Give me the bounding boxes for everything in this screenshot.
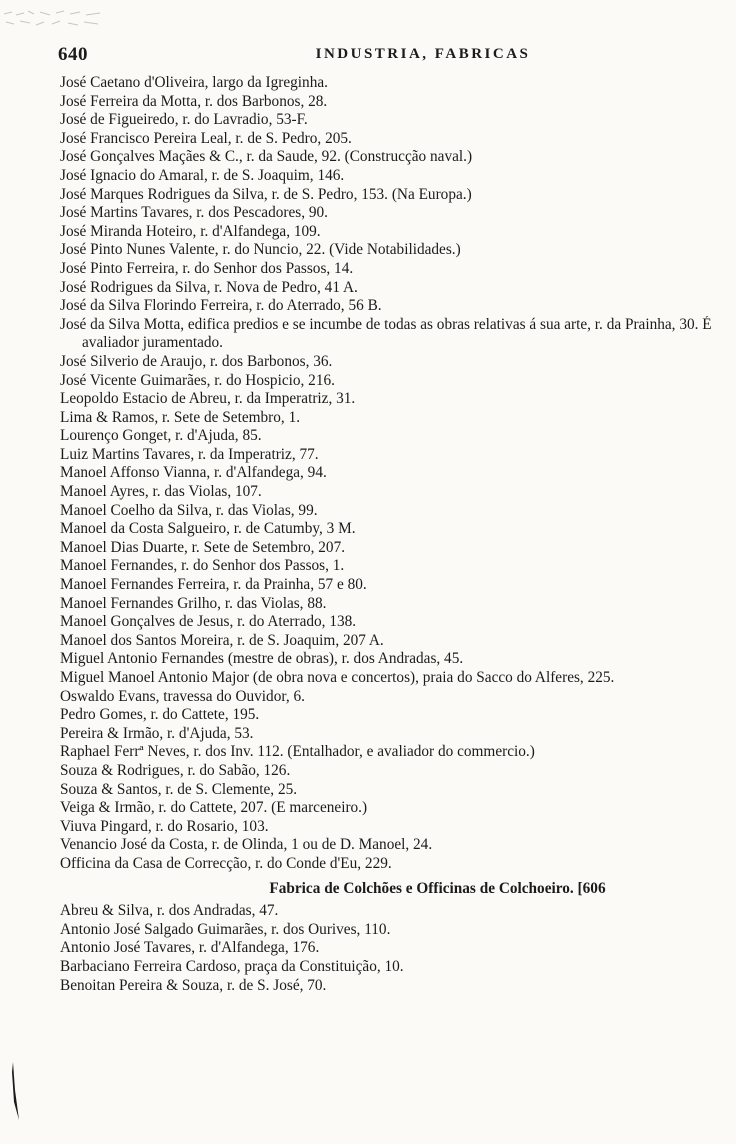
directory-entry: José Martins Tavares, r. dos Pescadores, 90.	[60, 204, 328, 222]
directory-entry: José Pinto Nunes Valente, r. do Nuncio, 22. (Vide Notabilidades.)	[60, 241, 461, 259]
directory-entry: José Francisco Pereira Leal, r. de S. Pedro, 205.	[60, 129, 352, 147]
directory-entry: Manoel Coelho da Silva, r. das Violas, 99.	[60, 501, 318, 519]
directory-entry: Manoel da Costa Salgueiro, r. de Catumby, 3 M.	[60, 520, 356, 538]
directory-entry: José Silverio de Araujo, r. dos Barbonos, 36.	[60, 352, 333, 370]
directory-entry: Manoel Ayres, r. das Violas, 107.	[60, 483, 262, 501]
directory-entry: Leopoldo Estacio de Abreu, r. da Imperatriz, 31.	[60, 390, 356, 408]
directory-entry: José Ignacio do Amaral, r. de S. Joaquim, 146.	[60, 166, 345, 184]
running-title: INDUSTRIA, FABRICAS	[315, 46, 531, 62]
page-header	[58, 44, 718, 70]
directory-entry: José Gonçalves Maçães & C., r. da Saude, 92. (Construcção naval.)	[60, 148, 473, 166]
directory-entry: Manoel Fernandes Grilho, r. das Violas, 88.	[60, 594, 327, 612]
directory-entry: Souza & Rodrigues, r. do Sabão, 126.	[60, 761, 291, 779]
entries-before-section	[60, 74, 725, 874]
directory-entry: Manoel Gonçalves de Jesus, r. do Aterrado, 138.	[60, 613, 357, 631]
directory-entry: Souza & Santos, r. de S. Clemente, 25.	[60, 780, 298, 798]
directory-entry: Luiz Martins Tavares, r. da Imperatriz, 77.	[60, 445, 319, 463]
directory-entry: José Miranda Hoteiro, r. d'Alfandega, 109.	[60, 222, 321, 240]
directory-entry: Barbaciano Ferreira Cardoso, praça da Constituição, 10.	[60, 957, 404, 975]
directory-entry: Antonio José Salgado Guimarães, r. dos Ourives, 110.	[60, 920, 391, 938]
directory-entry: Officina da Casa de Correcção, r. do Conde d'Eu, 229.	[60, 854, 392, 872]
directory-entry: José Caetano d'Oliveira, largo da Igreginha.	[60, 74, 328, 91]
section-heading: Fabrica de Colchões e Officinas de Colchoeiro. [606	[269, 879, 606, 897]
directory-entry: Viuva Pingard, r. do Rosario, 103.	[60, 817, 269, 835]
directory-entry: Pereira & Irmão, r. d'Ajuda, 53.	[60, 724, 254, 742]
page-number: 640	[58, 44, 88, 65]
directory-entry: Manoel Affonso Vianna, r. d'Alfandega, 94.	[60, 464, 327, 482]
directory-entry: Benoitan Pereira & Souza, r. de S. José, 70.	[60, 976, 327, 994]
directory-entry: José de Figueiredo, r. do Lavradio, 53-F.	[60, 111, 308, 129]
directory-entry: Raphael Ferrª Neves, r. dos Inv. 112. (Entalhador, e avaliador do commercio.)	[60, 743, 535, 761]
directory-entry: José Rodrigues da Silva, r. Nova de Pedro, 41 A.	[60, 278, 358, 296]
directory-entry: José Ferreira da Motta, r. dos Barbonos, 28.	[60, 92, 328, 110]
directory-entry: José da Silva Florindo Ferreira, r. do Aterrado, 56 B.	[60, 297, 382, 315]
directory-entry: Manoel Fernandes Ferreira, r. da Prainha, 57 e 80.	[60, 576, 367, 594]
directory-entry: Miguel Antonio Fernandes (mestre de obras), r. dos Andradas, 45.	[60, 650, 464, 668]
directory-entry: Pedro Gomes, r. do Cattete, 195.	[60, 706, 260, 724]
directory-listing	[60, 74, 725, 995]
directory-entry: Lourenço Gonget, r. d'Ajuda, 85.	[60, 427, 262, 445]
directory-entry: Manoel Dias Duarte, r. Sete de Setembro, 207.	[60, 538, 346, 556]
directory-entry: Lima & Ramos, r. Sete de Setembro, 1.	[60, 408, 301, 426]
directory-entry: Venancio José da Costa, r. de Olinda, 1 ou de D. Manoel, 24.	[60, 836, 433, 854]
directory-entry: José Marques Rodrigues da Silva, r. de S. Pedro, 153. (Na Europa.)	[60, 185, 472, 203]
directory-entry: José Pinto Ferreira, r. do Senhor dos Passos, 14.	[60, 259, 354, 277]
directory-entry: Oswaldo Evans, travessa do Ouvidor, 6.	[60, 687, 305, 705]
directory-entry: Manoel Fernandes, r. do Senhor dos Passos, 1.	[60, 557, 345, 575]
directory-entry: Antonio José Tavares, r. d'Alfandega, 176.	[60, 939, 320, 957]
directory-entry: Manoel dos Santos Moreira, r. de S. Joaquim, 207 A.	[60, 631, 384, 649]
directory-entry: Abreu & Silva, r. dos Andradas, 47.	[60, 902, 279, 920]
directory-entry: Miguel Manoel Antonio Major (de obra nova e concertos), praia do Sacco do Alferes, 225.	[60, 669, 615, 686]
faded-stamp-mark	[0, 6, 110, 32]
entries-after-section	[60, 902, 725, 995]
margin-ink-mark	[10, 1062, 20, 1122]
directory-entry: Veiga & Irmão, r. do Cattete, 207. (E marceneiro.)	[60, 799, 368, 817]
directory-entry: José da Silva Motta, edifica predios e se incumbe de todas as obras relativas á sua arte, r. da Prainha, 30. É avaliador juramentado.	[60, 315, 712, 352]
directory-entry: José Vicente Guimarães, r. do Hospicio, 216.	[60, 371, 335, 389]
